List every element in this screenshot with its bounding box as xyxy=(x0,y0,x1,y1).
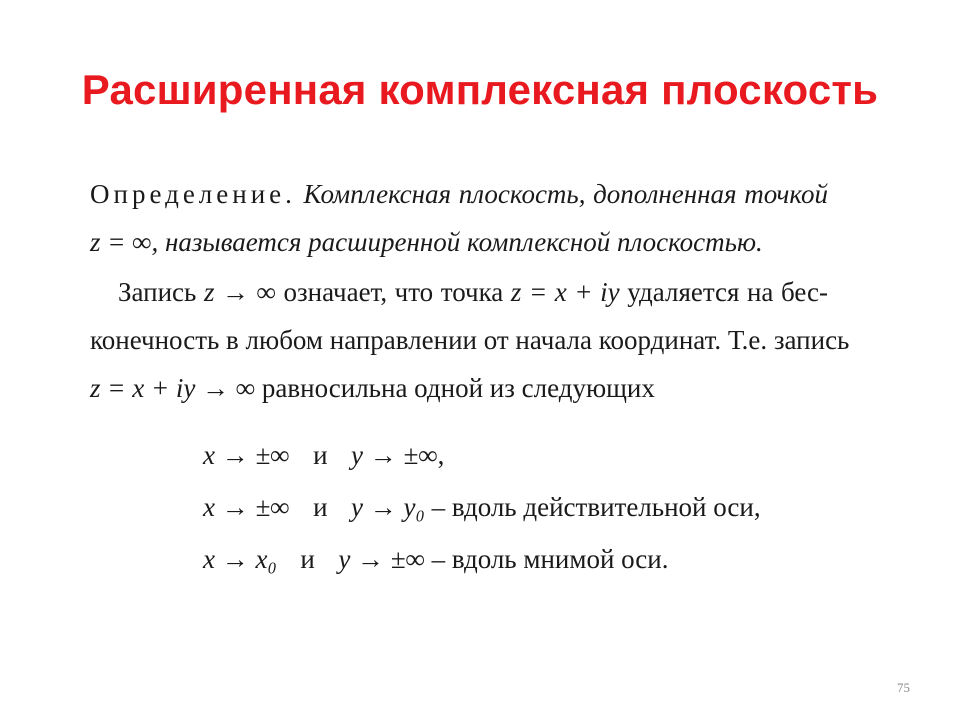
explanation-text-1c: удаляется на бес- xyxy=(627,277,829,307)
explanation-line-3 xyxy=(90,364,655,412)
formula-z-equals-x-iy: z = x + iy xyxy=(510,277,620,307)
explanation-text-1a: Запись xyxy=(118,277,197,307)
case-formula-x: x → ±∞ xyxy=(203,492,290,522)
case-conjunction: и xyxy=(313,440,328,470)
slide-title: Расширенная комплексная плоскость xyxy=(81,66,879,113)
definition-formula-z-infinity: z = ∞ xyxy=(90,227,152,257)
explanation-text-1b: означает, что точка xyxy=(283,277,504,307)
case-item xyxy=(203,492,761,523)
explanation-text-2: конечность в любом направлении от начала координат. Т.е. запись xyxy=(90,325,850,355)
page-number: 75 xyxy=(897,680,910,695)
definition-line-2 xyxy=(90,218,763,266)
definition-line-1 xyxy=(90,170,828,218)
formula-z-to-infinity: z → ∞ xyxy=(203,277,276,307)
case-tail: , xyxy=(437,440,445,470)
case-item xyxy=(203,440,444,471)
explanation-line-1 xyxy=(90,268,828,316)
case-conjunction: и xyxy=(300,544,315,574)
explanation-text-3: равносильна одной из следующих xyxy=(261,373,655,403)
case-item xyxy=(203,544,669,575)
case-formula-y: y → y₀ xyxy=(351,492,425,522)
case-tail: – вдоль мнимой оси. xyxy=(424,544,669,574)
definition-text-1: Комплексная плоскость, дополненная точкой xyxy=(303,179,829,209)
explanation-line-2 xyxy=(90,316,850,364)
formula-z-x-iy-to-infinity: z = x + iy → ∞ xyxy=(90,373,256,403)
case-formula-x: x → x₀ xyxy=(203,544,277,574)
case-conjunction: и xyxy=(313,492,328,522)
case-formula-y: y → ±∞ xyxy=(338,544,425,574)
case-formula-x: x → ±∞ xyxy=(203,440,290,470)
definition-text-2: , называется расширенной комплексной плоскостью. xyxy=(151,227,763,257)
case-tail: – вдоль действительной оси, xyxy=(424,492,761,522)
case-formula-y: y → ±∞ xyxy=(351,440,438,470)
definition-label: Определение. xyxy=(90,179,296,209)
